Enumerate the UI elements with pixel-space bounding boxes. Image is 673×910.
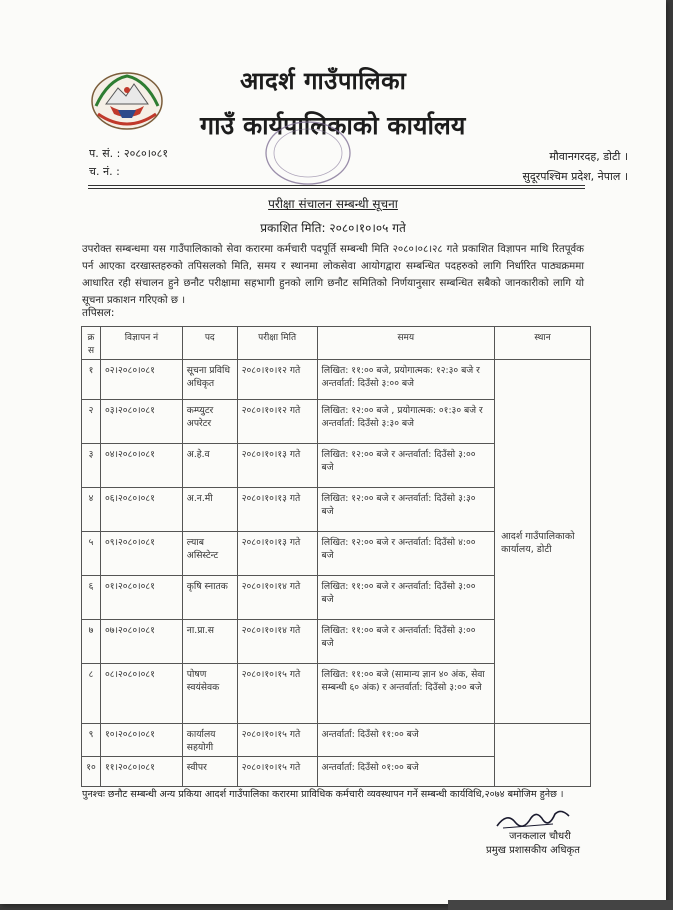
- cell-adv-no: ०३।२०८०।०८१: [100, 400, 182, 444]
- cell-exam-date: २०८०।१०।१५ गते: [237, 664, 317, 724]
- cell-adv-no: ०८।२०८०।०८१: [100, 664, 182, 724]
- cell-post: कम्प्युटर अपरेटर: [182, 400, 237, 444]
- cell-post: पोषण स्वयंसेवक: [182, 664, 237, 724]
- signatory-post: प्रमुख प्रशासकीय अधिकृत: [486, 845, 580, 856]
- background-strip: [448, 900, 673, 910]
- cell-adv-no: ०९।२०८०।०८१: [100, 532, 182, 576]
- header-sn: क्र स: [82, 327, 101, 360]
- cell-time: अन्तर्वार्ता: दिउँसो ०१:०० बजे: [317, 757, 495, 787]
- cell-adv-no: १०।२०८०।०८१: [100, 724, 182, 757]
- header-time: समय: [317, 327, 495, 360]
- notice-body: उपरोक्त सम्बन्धमा यस गाउँपालिकाको सेवा करारमा कर्मचारी पदपूर्ति सम्बन्धी मिति २०८०।०८।२८ गते प्रकाशित विज्ञापन माथि रितपूर्वक पर्न आएका दरखास्तहरुको तपिसलको मिति, समय र स्थानमा लोकसेवा आयोगद्वारा सम्बन्धित पदहरुको लागि निर्धारित पाठ्यक्रममा आधारित रही संचालन हुने छनौट परीक्षामा सहभागी हुनको लागि छनौट समितिको निर्णयानुसार सम्बन्धित सबैको जानकारीको लागि यो सूचना प्रकाशन गरिएको छ ।: [82, 244, 584, 306]
- cell-post: कृषि स्नातक: [182, 576, 237, 620]
- cell-time: लिखित: ११:०० बजे र अन्तर्वार्ता: दिउँसो ३:०० बजे: [317, 576, 495, 620]
- cell-sn: ७: [82, 620, 101, 664]
- cell-time: लिखित: १२:०० बजे र अन्तर्वार्ता: दिउँसो ३:३० बजे: [317, 488, 495, 532]
- details-label: तपिसल:: [82, 307, 115, 319]
- table-row: [82, 724, 591, 757]
- cell-sn: २: [82, 400, 101, 444]
- cell-exam-date: २०८०।१०।१४ गते: [237, 576, 317, 620]
- notice-subject: परीक्षा संचालन सम्बन्धी सूचना: [268, 197, 398, 211]
- cell-sn: ८: [82, 664, 101, 724]
- cell-sn: ४: [82, 488, 101, 532]
- cell-post: अ.हे.व: [182, 444, 237, 488]
- cell-time: लिखित: ११:०० बजे (सामान्य ज्ञान ४० अंक, सेवा सम्बन्धी ६० अंक) र अन्तर्वार्ता: दिउँसो ३:०० बजे: [317, 664, 495, 724]
- office-stamp: [262, 118, 354, 188]
- nepal-government-emblem-icon: [88, 70, 166, 132]
- exam-schedule-table: [81, 326, 591, 787]
- cell-post: स्वीपर: [182, 757, 237, 787]
- cell-time: लिखित: १२:०० बजे र अन्तर्वार्ता: दिउँसो ३:०० बजे: [317, 444, 495, 488]
- table-row: [82, 360, 591, 400]
- cell-adv-no: ०७।२०८०।०८१: [100, 620, 182, 664]
- cell-time: लिखित: ११:०० बजे र अन्तर्वार्ता: दिउँसो ३:०० बजे: [317, 620, 495, 664]
- cell-post: कार्यालय सहयोगी: [182, 724, 237, 757]
- header-divider-secondary: [88, 188, 585, 189]
- reference-number: प. सं. : २०८०।०८१: [89, 147, 169, 160]
- cell-exam-date: २०८०।१०।१३ गते: [237, 488, 317, 532]
- cell-post: सूचना प्रविधि अधिकृत: [182, 360, 237, 400]
- cell-time: लिखित: ११:०० बजे, प्रयोगात्मक: १२:३० बजे र अन्तर्वार्ता: दिउँसो ३:०० बजे: [317, 360, 495, 400]
- header-adv-no: विज्ञापन नं: [100, 327, 182, 360]
- cell-adv-no: ०६।२०८०।०८१: [100, 488, 182, 532]
- cell-time: लिखित: १२:०० बजे , प्रयोगात्मक: ०१:३० बजे र अन्तर्वार्ता: दिउँसो ३:३० बजे: [317, 400, 495, 444]
- cell-place-empty: [495, 724, 591, 787]
- cell-place: आदर्श गाउँपालिकाको कार्यालय, डोटी: [495, 360, 591, 724]
- office-title: आदर्श गाउँपालिका: [240, 67, 407, 95]
- cell-exam-date: २०८०।१०।१५ गते: [237, 757, 317, 787]
- cell-adv-no: ०२।२०८०।०८१: [100, 360, 182, 400]
- cell-exam-date: २०८०।१०।१३ गते: [237, 444, 317, 488]
- cell-sn: १०: [82, 757, 101, 787]
- address-line-2: सुदूरपश्चिम प्रदेश, नेपाल ।: [522, 170, 628, 183]
- cell-sn: १: [82, 360, 101, 400]
- footnote: पुनश्चः छनौट सम्बन्धी अन्य प्रकिया आदर्श गाउँपालिका करारमा प्राविधिक कर्मचारी व्यवस्थापन गर्ने सम्बन्धी कार्यविधि,२०७४ बमोजिम हुनेछ ।: [82, 789, 564, 800]
- cell-adv-no: ०४।२०८०।०८१: [100, 444, 182, 488]
- signatory-name: जनकलाल चौधरी: [509, 831, 571, 842]
- cell-exam-date: २०८०।१०।१५ गते: [237, 724, 317, 757]
- office-subtitle: गाउँ कार्यपालिकाको कार्यालय: [200, 111, 466, 140]
- cell-sn: ९: [82, 724, 101, 757]
- table-header-row: [82, 327, 591, 360]
- cell-sn: ६: [82, 576, 101, 620]
- cell-sn: ५: [82, 532, 101, 576]
- cell-time: अन्तर्वार्ता: दिउँसो ११:०० बजे: [317, 724, 495, 757]
- header-divider: [88, 185, 585, 186]
- address-line-1: मौवानगरदह, डोटी ।: [549, 150, 628, 163]
- cell-time: लिखित: १२:०० बजे र अन्तर्वार्ता: दिउँसो ४:०० बजे: [317, 532, 495, 576]
- cell-sn: ३: [82, 444, 101, 488]
- cell-exam-date: २०८०।१०।१४ गते: [237, 620, 317, 664]
- header-place: स्थान: [495, 327, 591, 360]
- cell-post: ल्याब असिस्टेन्ट: [182, 532, 237, 576]
- cell-post: ना.प्रा.स: [182, 620, 237, 664]
- dispatch-number: च. नं. :: [89, 165, 120, 178]
- published-date: प्रकाशित मिति: २०८०।१०।०५ गते: [260, 221, 406, 235]
- cell-post: अ.न.मी: [182, 488, 237, 532]
- header-exam-date: परीक्षा मिति: [237, 327, 317, 360]
- cell-adv-no: ११।२०८०।०८१: [100, 757, 182, 787]
- cell-exam-date: २०८०।१०।१२ गते: [237, 400, 317, 444]
- cell-exam-date: २०८०।१०।१३ गते: [237, 532, 317, 576]
- cell-adv-no: ०१।२०८०।०८१: [100, 576, 182, 620]
- cell-exam-date: २०८०।१०।१२ गते: [237, 360, 317, 400]
- header-post: पद: [182, 327, 237, 360]
